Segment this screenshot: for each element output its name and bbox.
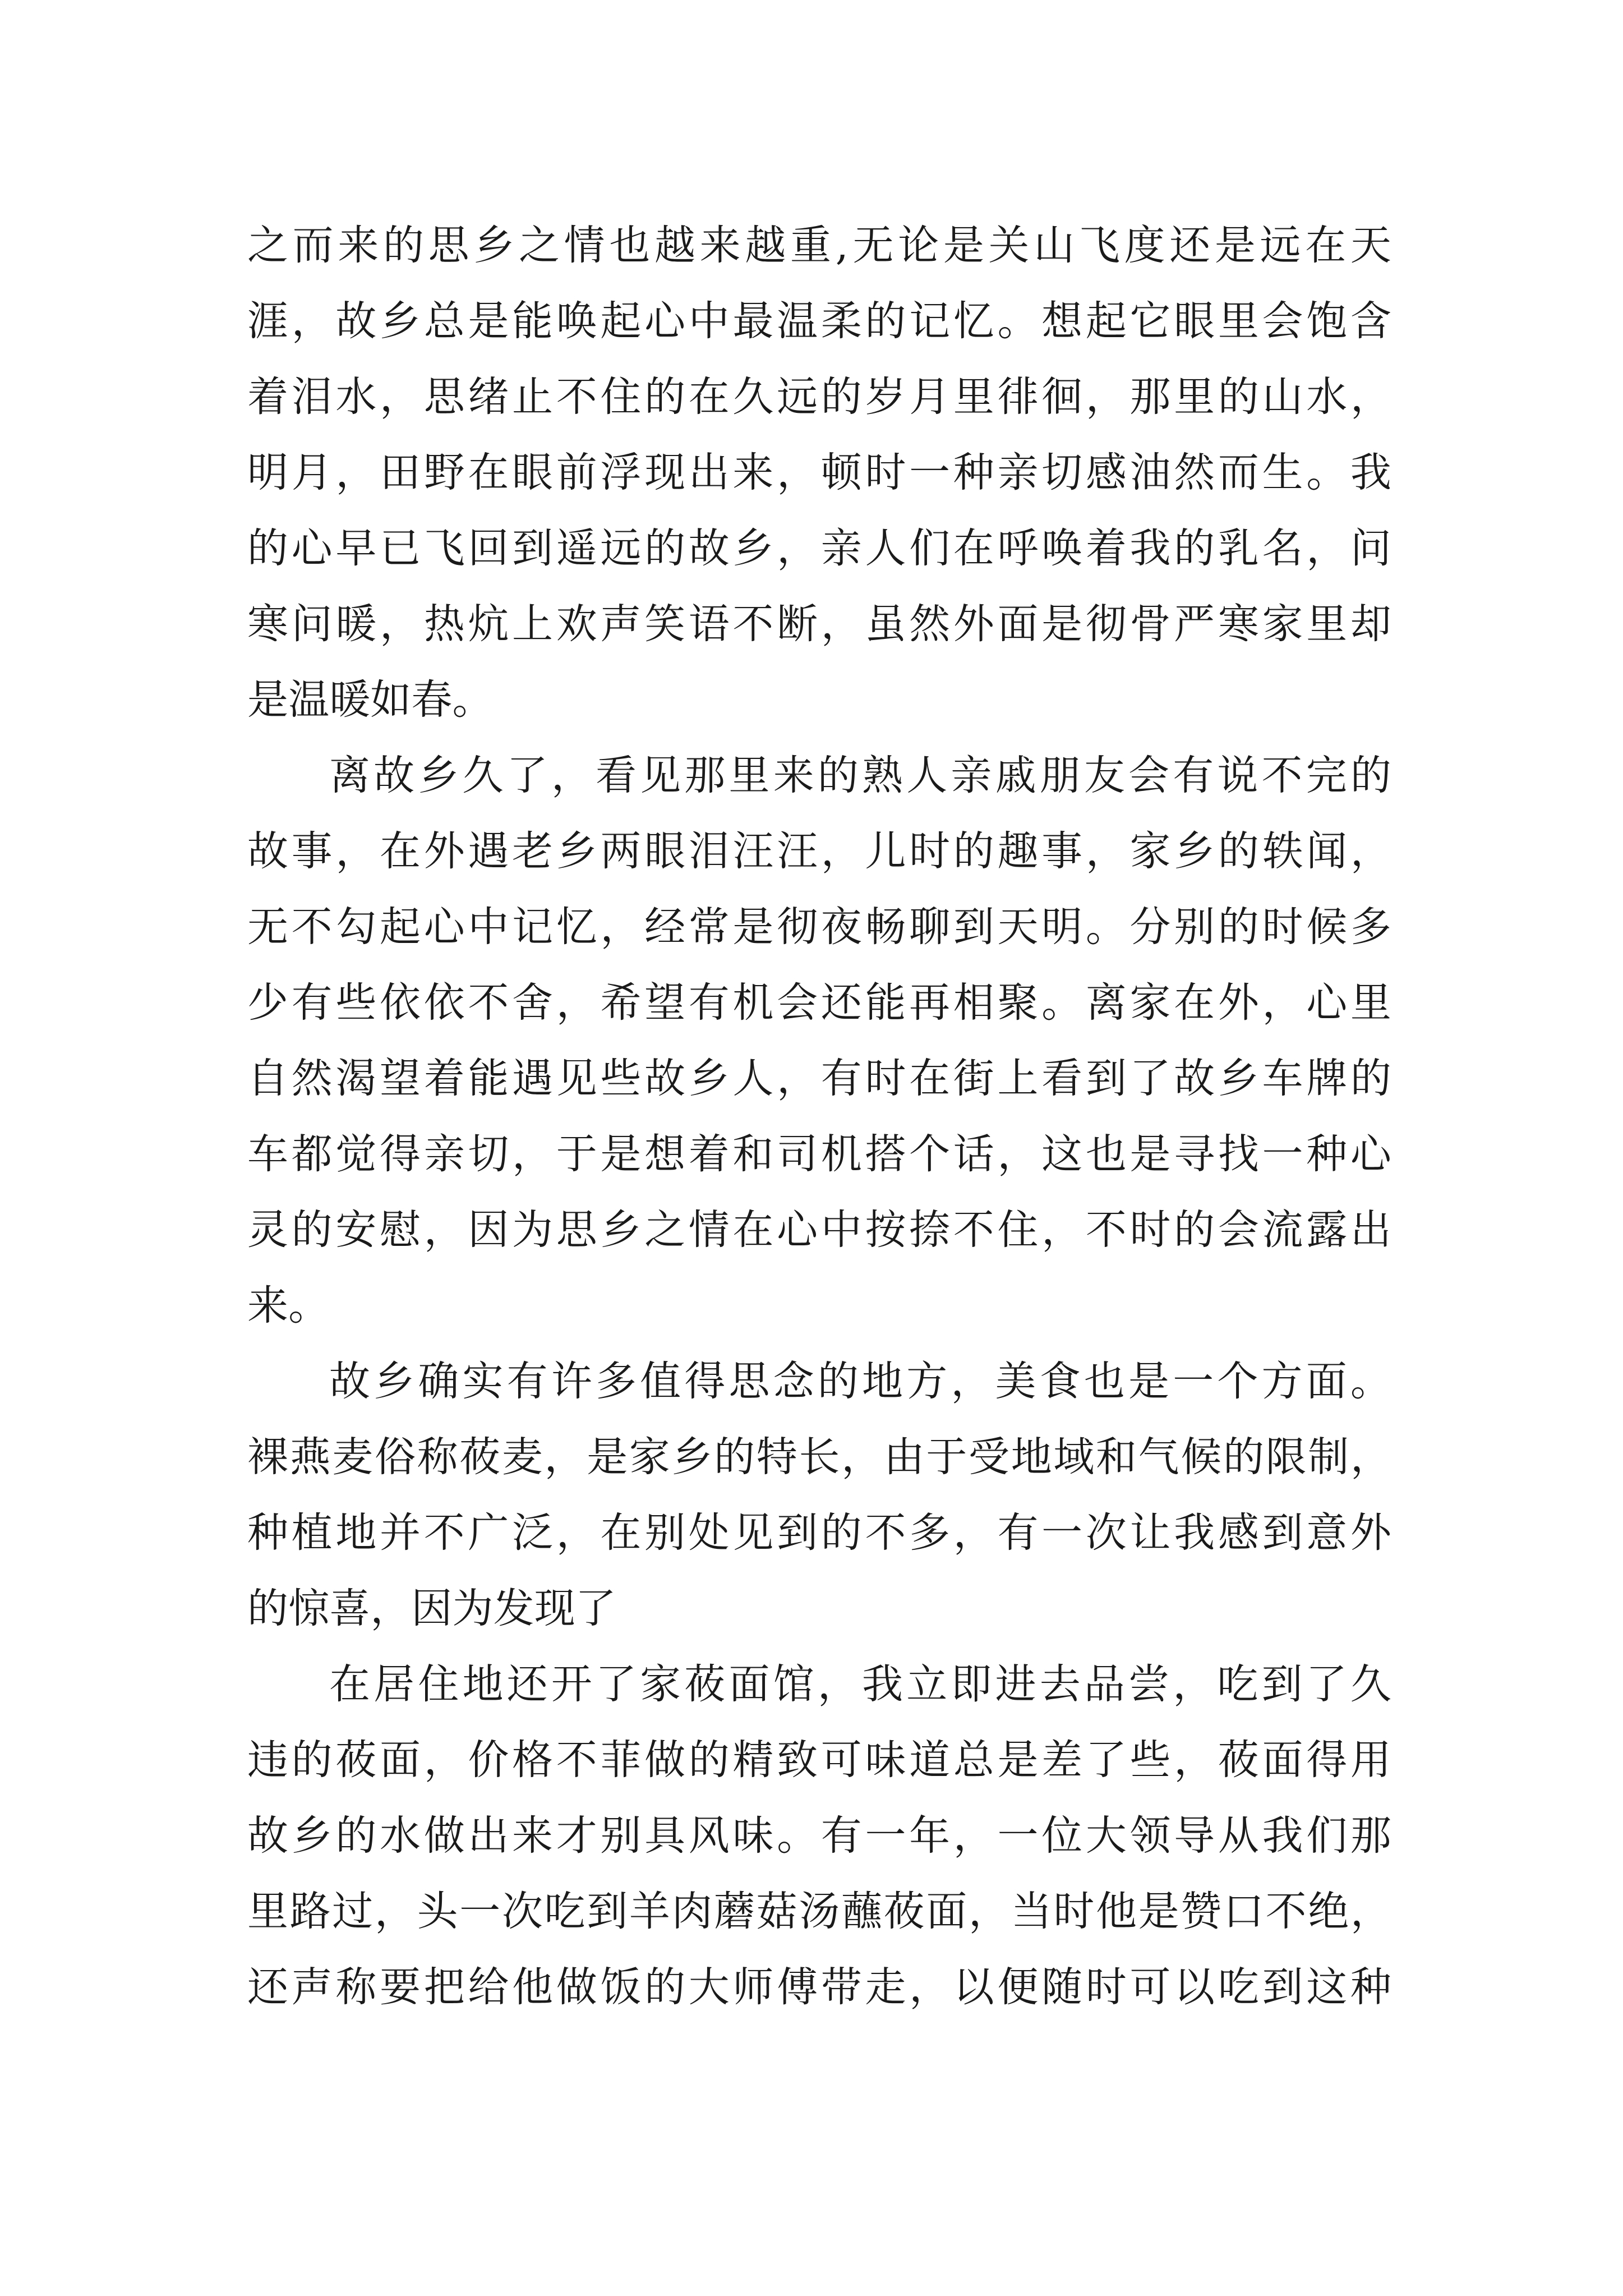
text-line: 是温暖如春。 <box>247 676 494 724</box>
text-line: 故乡确实有许多值得思念的地方，美食也是一个方面。 <box>329 1358 1391 1405</box>
text-line: 少有些依依不舍，希望有机会还能再相聚。离家在外，心里 <box>247 979 1391 1027</box>
text-line: 之而来的思乡之情也越来越重,无论是关山飞度还是远在天 <box>247 222 1391 269</box>
text-line: 里路过，头一次吃到羊肉蘑菇汤蘸莜面，当时他是赞口不绝， <box>247 1888 1391 1935</box>
text-line: 在居住地还开了家莜面馆，我立即进去品尝，吃到了久 <box>329 1660 1391 1708</box>
text-line: 故乡的水做出来才别具风味。有一年，一位大领导从我们那 <box>247 1812 1391 1860</box>
text-line: 着泪水，思绪止不住的在久远的岁月里徘徊，那里的山水， <box>247 373 1391 421</box>
text-line: 寒问暖，热炕上欢声笑语不断，虽然外面是彻骨严寒家里却 <box>247 600 1391 648</box>
text-line: 的心早已飞回到遥远的故乡，亲人们在呼唤着我的乳名，问 <box>247 524 1391 572</box>
text-line: 来。 <box>247 1282 330 1329</box>
text-line: 的惊喜，因为发现了 <box>247 1585 616 1632</box>
text-line: 涯，故乡总是能唤起心中最温柔的记忆。想起它眼里会饱含 <box>247 297 1391 345</box>
body-text <box>247 208 1391 2025</box>
text-line: 无不勾起心中记忆，经常是彻夜畅聊到天明。分别的时候多 <box>247 903 1391 951</box>
text-line: 种植地并不广泛，在别处见到的不多，有一次让我感到意外 <box>247 1509 1391 1557</box>
text-line: 自然渴望着能遇见些故乡人，有时在街上看到了故乡车牌的 <box>247 1055 1391 1102</box>
text-line: 灵的安慰，因为思乡之情在心中按捺不住，不时的会流露出 <box>247 1206 1391 1254</box>
text-line: 还声称要把给他做饭的大师傅带走，以便随时可以吃到这种 <box>247 1963 1391 2011</box>
text-line: 明月，田野在眼前浮现出来，顿时一种亲切感油然而生。我 <box>247 449 1391 496</box>
text-line: 故事，在外遇老乡两眼泪汪汪，儿时的趣事，家乡的轶闻， <box>247 827 1391 875</box>
text-line: 离故乡久了，看见那里来的熟人亲戚朋友会有说不完的 <box>329 752 1391 799</box>
text-line: 车都觉得亲切，于是想着和司机搭个话，这也是寻找一种心 <box>247 1130 1391 1178</box>
text-line: 裸燕麦俗称莜麦，是家乡的特长，由于受地域和气候的限制， <box>247 1433 1391 1481</box>
text-line: 违的莜面，价格不菲做的精致可味道总是差了些，莜面得用 <box>247 1736 1391 1784</box>
